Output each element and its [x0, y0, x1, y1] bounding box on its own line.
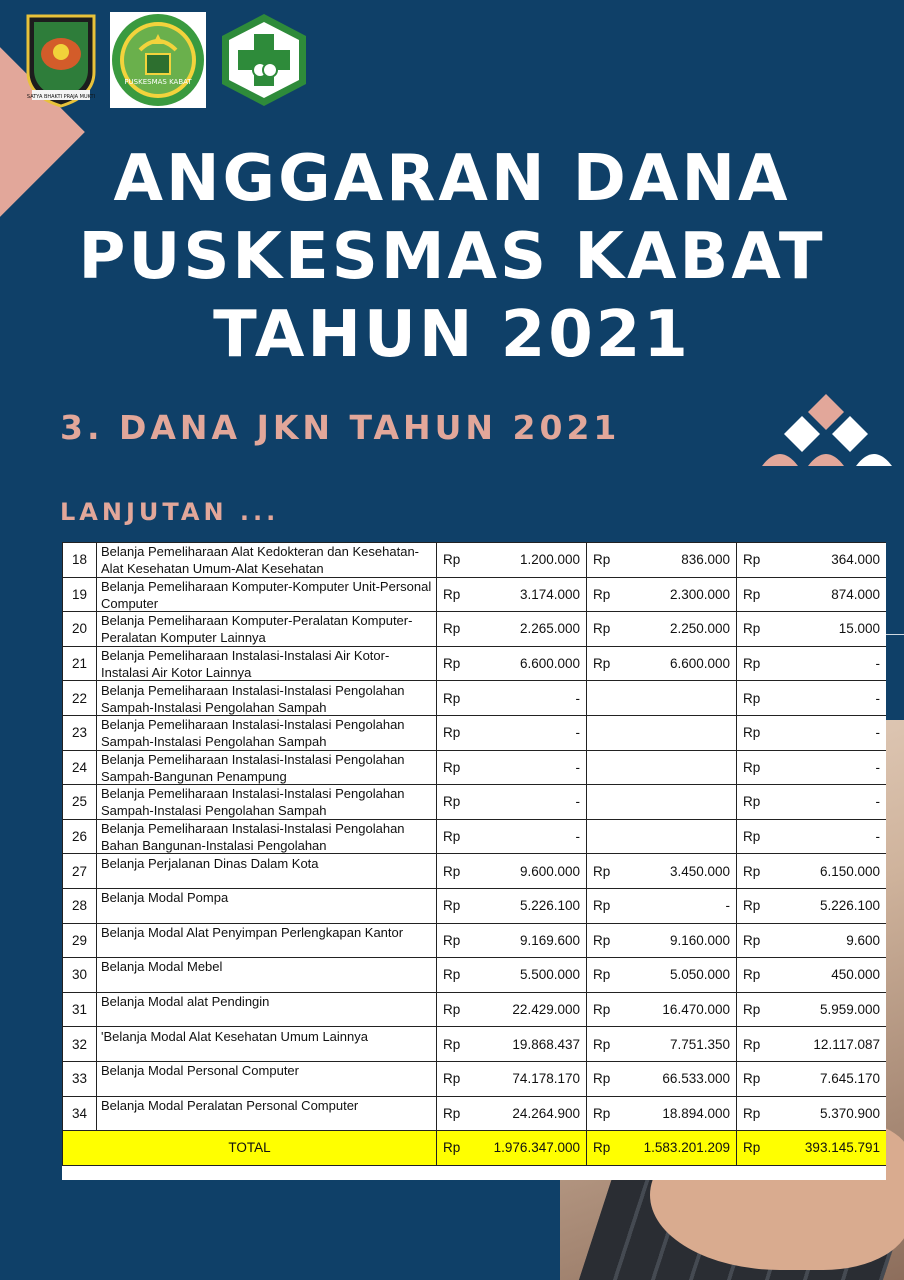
currency-label: Rp	[743, 794, 761, 810]
amount-value: -	[575, 725, 580, 741]
amount-value: -	[575, 829, 580, 845]
row-number: 32	[63, 1027, 97, 1062]
amount-cell-c	[737, 888, 887, 923]
row-description: Belanja Modal Personal Computer	[101, 1063, 299, 1079]
amount-cell-b	[587, 992, 737, 1027]
amount-cell-a	[437, 785, 587, 820]
row-number: 25	[63, 785, 97, 820]
table-row	[63, 1096, 887, 1131]
amount-cell-c	[737, 958, 887, 993]
table-row	[63, 854, 887, 889]
row-number: 20	[63, 612, 97, 647]
amount-cell-b	[587, 1061, 737, 1096]
puskesmas-cross-logo	[216, 12, 312, 108]
table-row	[63, 646, 887, 681]
amount-cell-a	[437, 1061, 587, 1096]
currency-label: Rp	[593, 1071, 611, 1087]
amount-cell-c	[737, 1061, 887, 1096]
amount-cell-c	[737, 543, 887, 578]
row-description-cell	[97, 577, 437, 612]
currency-label: Rp	[743, 932, 761, 948]
amount-cell-b	[587, 1027, 737, 1062]
row-description-cell	[97, 715, 437, 750]
currency-label: Rp	[743, 863, 761, 879]
svg-text:SATYA BHAKTI PRAJA MUKTI: SATYA BHAKTI PRAJA MUKTI	[26, 94, 96, 100]
amount-cell-a	[437, 715, 587, 750]
amount-cell-a	[437, 681, 587, 716]
amount-value: 6.150.000	[819, 863, 880, 879]
amount-value: 2.265.000	[519, 621, 580, 637]
total-row	[63, 1131, 887, 1166]
row-description-cell	[97, 854, 437, 889]
currency-label: Rp	[743, 725, 761, 741]
row-number: 30	[63, 958, 97, 993]
amount-value: 836.000	[681, 552, 730, 568]
currency-label: Rp	[743, 552, 761, 568]
amount-value: 6.600.000	[669, 656, 730, 672]
amount-value: 2.300.000	[669, 586, 730, 602]
currency-label: Rp	[743, 1002, 761, 1018]
currency-label: Rp	[743, 1036, 761, 1052]
row-description: Belanja Pemeliharaan Komputer-Peralatan Komputer-Peralatan Komputer Lainnya	[101, 613, 413, 646]
row-number: 28	[63, 888, 97, 923]
amount-cell-c	[737, 1096, 887, 1131]
amount-value: 874.000	[831, 586, 880, 602]
row-description-cell	[97, 819, 437, 854]
title-line-1: ANGGARAN DANA	[113, 142, 791, 216]
currency-label: Rp	[443, 690, 461, 706]
amount-cell-c	[737, 715, 887, 750]
amount-cell-c	[737, 646, 887, 681]
amount-cell-b	[587, 923, 737, 958]
row-description-cell	[97, 750, 437, 785]
amount-cell-a	[437, 854, 587, 889]
table-row	[63, 888, 887, 923]
amount-value: 6.600.000	[519, 656, 580, 672]
row-description: Belanja Pemeliharaan Instalasi-Instalasi Pengolahan Sampah-Instalasi Pengolahan Sampah	[101, 682, 405, 715]
amount-cell-b	[587, 577, 737, 612]
amount-value: 12.117.087	[813, 1036, 880, 1052]
diamond-decoration-icon	[760, 394, 894, 472]
row-description: Belanja Pemeliharaan Komputer-Komputer Unit-Personal Computer	[101, 578, 432, 611]
currency-label: Rp	[443, 586, 461, 602]
amount-cell-b	[587, 958, 737, 993]
amount-cell-c	[737, 577, 887, 612]
amount-cell-c	[737, 612, 887, 647]
amount-cell-c	[737, 1027, 887, 1062]
row-description-cell	[97, 923, 437, 958]
amount-cell-c	[737, 819, 887, 854]
amount-value: 5.370.900	[819, 1105, 880, 1121]
title-line-2: PUSKESMAS KABAT	[78, 220, 826, 294]
currency-label: Rp	[443, 621, 461, 637]
table-row	[63, 577, 887, 612]
table-row	[63, 681, 887, 716]
row-description-cell	[97, 992, 437, 1027]
amount-cell-a	[437, 612, 587, 647]
amount-cell-c	[737, 785, 887, 820]
row-number: 34	[63, 1096, 97, 1131]
currency-label: Rp	[743, 967, 761, 983]
row-description: Belanja Modal alat Pendingin	[101, 994, 270, 1010]
currency-label: Rp	[743, 690, 761, 706]
table-row	[63, 1027, 887, 1062]
currency-label: Rp	[443, 829, 461, 845]
amount-cell-b	[587, 854, 737, 889]
currency-label: Rp	[593, 1002, 611, 1018]
row-description: Belanja Modal Alat Penyimpan Perlengkapan Kantor	[101, 924, 404, 940]
row-number: 31	[63, 992, 97, 1027]
amount-value: -	[575, 794, 580, 810]
currency-label: Rp	[743, 656, 761, 672]
row-number: 18	[63, 543, 97, 578]
table-row	[63, 612, 887, 647]
currency-label: Rp	[593, 1105, 611, 1121]
row-description: Belanja Modal Mebel	[101, 959, 223, 975]
amount-value: 9.169.600	[519, 932, 580, 948]
amount-value: 22.429.000	[512, 1002, 580, 1018]
amount-value: -	[725, 898, 730, 914]
row-description-cell	[97, 1027, 437, 1062]
amount-cell-a	[437, 750, 587, 785]
amount-value: 2.250.000	[669, 621, 730, 637]
amount-value: 24.264.900	[512, 1105, 580, 1121]
amount-cell-b	[587, 715, 737, 750]
amount-cell-a	[437, 923, 587, 958]
currency-label: Rp	[743, 1105, 761, 1121]
currency-label: Rp	[593, 932, 611, 948]
table-row	[63, 923, 887, 958]
amount-value: -	[875, 759, 880, 775]
row-number: 29	[63, 923, 97, 958]
amount-value: -	[875, 725, 880, 741]
total-label: TOTAL	[63, 1131, 437, 1166]
currency-label: Rp	[593, 863, 611, 879]
amount-value: 9.160.000	[669, 932, 730, 948]
row-description: Belanja Pemeliharaan Instalasi-Instalasi Pengolahan Sampah-Bangunan Penampung	[101, 751, 405, 784]
row-description-cell	[97, 543, 437, 578]
amount-value: 7.645.170	[819, 1071, 880, 1087]
row-description: Belanja Perjalanan Dinas Dalam Kota	[101, 855, 319, 871]
currency-label: Rp	[443, 1105, 461, 1121]
currency-label: Rp	[443, 656, 461, 672]
amount-value: 1.200.000	[519, 552, 580, 568]
currency-label: Rp	[443, 552, 461, 568]
row-description: Belanja Pemeliharaan Instalasi-Instalasi Air Kotor-Instalasi Air Kotor Lainnya	[101, 648, 390, 681]
row-number: 24	[63, 750, 97, 785]
row-description-cell	[97, 888, 437, 923]
currency-label: Rp	[443, 863, 461, 879]
amount-cell-c	[737, 854, 887, 889]
amount-value: 1.583.201.209	[643, 1140, 730, 1156]
currency-label: Rp	[743, 898, 761, 914]
amount-value: -	[875, 829, 880, 845]
amount-value: 16.470.000	[662, 1002, 730, 1018]
amount-cell-c	[737, 992, 887, 1027]
currency-label: Rp	[593, 967, 611, 983]
amount-value: 74.178.170	[512, 1071, 580, 1087]
currency-label: Rp	[743, 586, 761, 602]
row-description: Belanja Modal Pompa	[101, 890, 229, 906]
currency-label: Rp	[443, 759, 461, 775]
row-number: 19	[63, 577, 97, 612]
currency-label: Rp	[443, 967, 461, 983]
amount-value: -	[575, 690, 580, 706]
row-description: 'Belanja Modal Alat Kesehatan Umum Lainnya	[101, 1028, 368, 1044]
amount-cell-b	[587, 681, 737, 716]
row-description-cell	[97, 1096, 437, 1131]
currency-label: Rp	[743, 759, 761, 775]
amount-cell-b	[587, 1096, 737, 1131]
amount-cell-b	[587, 612, 737, 647]
amount-value: 9.600.000	[519, 863, 580, 879]
amount-cell-a	[437, 958, 587, 993]
amount-cell-c	[737, 1131, 887, 1166]
currency-label: Rp	[743, 1071, 761, 1087]
currency-label: Rp	[593, 1140, 611, 1156]
continued-label: LANJUTAN ...	[60, 498, 280, 526]
currency-label: Rp	[443, 1071, 461, 1087]
currency-label: Rp	[593, 552, 611, 568]
amount-cell-a	[437, 646, 587, 681]
row-description-cell	[97, 681, 437, 716]
table-row	[63, 958, 887, 993]
amount-cell-b	[587, 646, 737, 681]
amount-cell-a	[437, 1131, 587, 1166]
logo-row	[22, 12, 312, 108]
amount-cell-a	[437, 1096, 587, 1131]
page-title	[0, 140, 904, 374]
amount-value: 15.000	[838, 621, 880, 637]
puskesmas-kabat-logo	[110, 12, 206, 108]
row-description-cell	[97, 646, 437, 681]
row-description-cell	[97, 958, 437, 993]
currency-label: Rp	[743, 621, 761, 637]
row-number: 21	[63, 646, 97, 681]
amount-cell-a	[437, 543, 587, 578]
section-subtitle: 3. DANA JKN TAHUN 2021	[60, 408, 621, 447]
amount-cell-b	[587, 1131, 737, 1166]
currency-label: Rp	[443, 1140, 461, 1156]
currency-label: Rp	[593, 586, 611, 602]
table-row	[63, 543, 887, 578]
row-description: Belanja Pemeliharaan Instalasi-Instalasi Pengolahan Bahan Bangunan-Instalasi Pengolahan	[101, 821, 405, 854]
currency-label: Rp	[743, 1140, 761, 1156]
amount-value: 450.000	[831, 967, 880, 983]
row-description: Belanja Pemeliharaan Instalasi-Instalasi Pengolahan Sampah-Instalasi Pengolahan Sampah	[101, 717, 405, 750]
amount-value: 5.050.000	[669, 967, 730, 983]
currency-label: Rp	[593, 656, 611, 672]
regency-emblem-logo	[22, 12, 100, 108]
amount-cell-c	[737, 681, 887, 716]
row-description-cell	[97, 785, 437, 820]
currency-label: Rp	[443, 932, 461, 948]
divider-line	[886, 634, 904, 635]
amount-value: 3.174.000	[519, 586, 580, 602]
amount-value: -	[875, 794, 880, 810]
currency-label: Rp	[593, 898, 611, 914]
currency-label: Rp	[593, 1036, 611, 1052]
amount-value: 18.894.000	[662, 1105, 730, 1121]
amount-value: 9.600	[846, 932, 880, 948]
amount-value: 5.500.000	[519, 967, 580, 983]
table-row	[63, 1061, 887, 1096]
amount-value: 5.226.100	[819, 898, 880, 914]
amount-value: -	[875, 656, 880, 672]
row-description: Belanja Pemeliharaan Instalasi-Instalasi Pengolahan Sampah-Instalasi Pengolahan Sampah	[101, 786, 405, 819]
amount-cell-b	[587, 750, 737, 785]
row-number: 22	[63, 681, 97, 716]
amount-value: 19.868.437	[512, 1036, 580, 1052]
svg-text:PUSKESMAS KABAT: PUSKESMAS KABAT	[124, 78, 192, 86]
amount-cell-b	[587, 785, 737, 820]
currency-label: Rp	[443, 725, 461, 741]
amount-value: 364.000	[831, 552, 880, 568]
title-line-3: TAHUN 2021	[213, 298, 691, 372]
row-number: 26	[63, 819, 97, 854]
amount-cell-c	[737, 750, 887, 785]
table-row	[63, 785, 887, 820]
amount-cell-a	[437, 577, 587, 612]
table-row	[63, 992, 887, 1027]
amount-cell-a	[437, 888, 587, 923]
amount-cell-b	[587, 888, 737, 923]
amount-cell-c	[737, 923, 887, 958]
table-row	[63, 750, 887, 785]
amount-cell-b	[587, 543, 737, 578]
row-description: Belanja Pemeliharaan Alat Kedokteran dan Kesehatan-Alat Kesehatan Umum-Alat Kesehatan	[101, 544, 419, 577]
row-number: 27	[63, 854, 97, 889]
currency-label: Rp	[443, 1036, 461, 1052]
currency-label: Rp	[443, 898, 461, 914]
amount-value: 3.450.000	[669, 863, 730, 879]
amount-value: 5.959.000	[819, 1002, 880, 1018]
amount-cell-a	[437, 992, 587, 1027]
budget-table	[62, 542, 886, 1166]
amount-value: -	[575, 759, 580, 775]
currency-label: Rp	[743, 829, 761, 845]
budget-table-container	[62, 542, 886, 1180]
amount-cell-a	[437, 819, 587, 854]
table-row	[63, 715, 887, 750]
currency-label: Rp	[593, 621, 611, 637]
row-description: Belanja Modal Peralatan Personal Computer	[101, 1097, 359, 1113]
table-row	[63, 819, 887, 854]
amount-value: 66.533.000	[662, 1071, 730, 1087]
row-number: 33	[63, 1061, 97, 1096]
amount-value: 7.751.350	[669, 1036, 730, 1052]
row-description-cell	[97, 1061, 437, 1096]
row-number: 23	[63, 715, 97, 750]
amount-value: 5.226.100	[519, 898, 580, 914]
amount-cell-a	[437, 1027, 587, 1062]
amount-value: -	[875, 690, 880, 706]
currency-label: Rp	[443, 794, 461, 810]
currency-label: Rp	[443, 1002, 461, 1018]
amount-value: 1.976.347.000	[493, 1140, 580, 1156]
amount-value: 393.145.791	[804, 1140, 880, 1156]
amount-cell-b	[587, 819, 737, 854]
row-description-cell	[97, 612, 437, 647]
